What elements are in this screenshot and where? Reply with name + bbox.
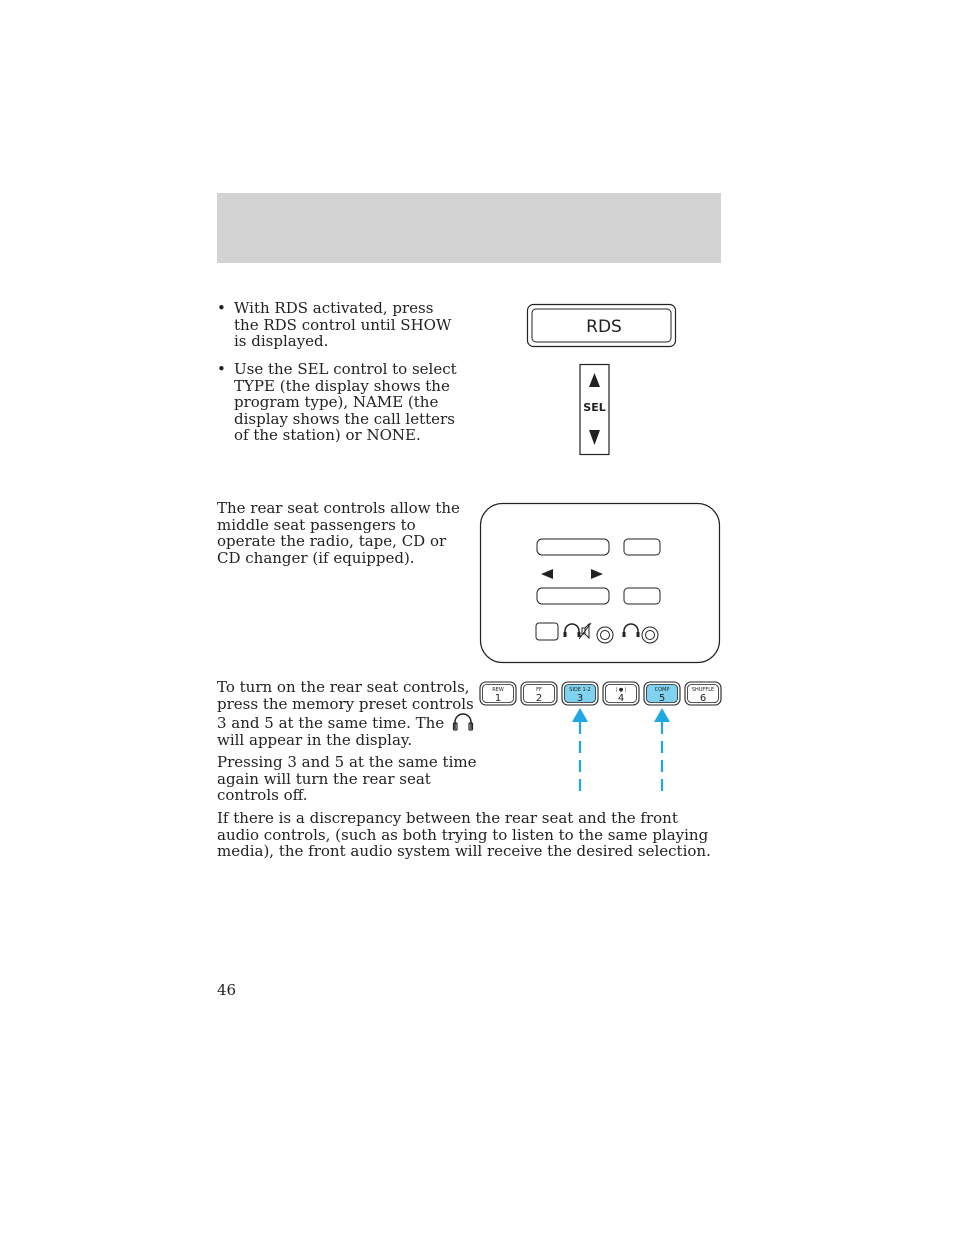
turn-on-text-after: will appear in the display. (217, 731, 413, 749)
header-band (217, 193, 721, 263)
headphone-jack-2 (642, 627, 658, 643)
headphone-jack-1 (597, 627, 613, 643)
discrepancy-paragraph: If there is a discrepancy between the rear seat and the front audio controls, (such as both trying to listen to the same playing media), the front audio system will receive the desired selection. (217, 809, 711, 860)
rear-seat-bottom-small-button (624, 588, 660, 604)
preset-button-2 (521, 682, 557, 705)
bullet-text: With RDS activated, press the RDS control until SHOW is displayed. (234, 299, 452, 350)
sel-label: SEL (583, 401, 606, 414)
preset-tag: FF (536, 687, 542, 693)
preset-tag: ❘●❘ (614, 687, 628, 693)
rds-button-label: RDS (586, 317, 622, 337)
preset-button-1 (480, 682, 516, 705)
page-number: 46 (217, 981, 237, 999)
pointer-arrow-5 (654, 708, 670, 796)
bullet-item-rds (217, 300, 462, 350)
turn-on-paragraph (217, 679, 477, 749)
preset-tag: SIDE 1-2 (569, 687, 591, 693)
preset-button-3 (562, 682, 598, 705)
turn-on-text-before: To turn on the rear seat controls, press the memory preset controls 3 and 5 at the same time. The (217, 678, 474, 732)
pointer-arrow-3 (572, 708, 588, 796)
preset-number: 2 (535, 693, 543, 704)
preset-number: 3 (576, 693, 584, 704)
preset-number: 5 (658, 693, 666, 704)
rear-seat-bottom-rocker (537, 588, 609, 604)
rear-seat-intro: The rear seat controls allow the middle seat passengers to operate the radio, tape, CD or CD changer (if equipped). (217, 499, 460, 567)
rear-seat-top-small-button (624, 539, 660, 555)
preset-tag: REW (492, 687, 504, 693)
rear-seat-mode-button (536, 623, 558, 640)
rear-seat-top-rocker (537, 539, 609, 555)
preset-button-6 (685, 682, 721, 705)
preset-tag: COMP (654, 687, 670, 693)
sel-control-illustration (578, 363, 612, 457)
rear-seat-panel-illustration (479, 502, 722, 665)
preset-button-4 (603, 682, 639, 705)
bullet-text: Use the SEL control to select TYPE (the display shows the program type), NAME (the display shows the call letters of the station) or NONE. (234, 360, 457, 444)
preset-tag: SHUFFLE (691, 687, 715, 693)
preset-number: 1 (494, 693, 502, 704)
rds-button-illustration (526, 303, 678, 349)
bullet-item-sel (217, 361, 462, 444)
turn-off-paragraph: Pressing 3 and 5 at the same time again will turn the rear seat controls off. (217, 753, 477, 804)
preset-buttons-illustration (478, 680, 724, 798)
preset-number: 6 (699, 693, 707, 704)
bullet-dot: • (217, 360, 226, 378)
headphones-icon (451, 712, 475, 732)
bullet-dot: • (217, 299, 226, 317)
preset-number: 4 (617, 693, 625, 704)
preset-button-5 (644, 682, 680, 705)
